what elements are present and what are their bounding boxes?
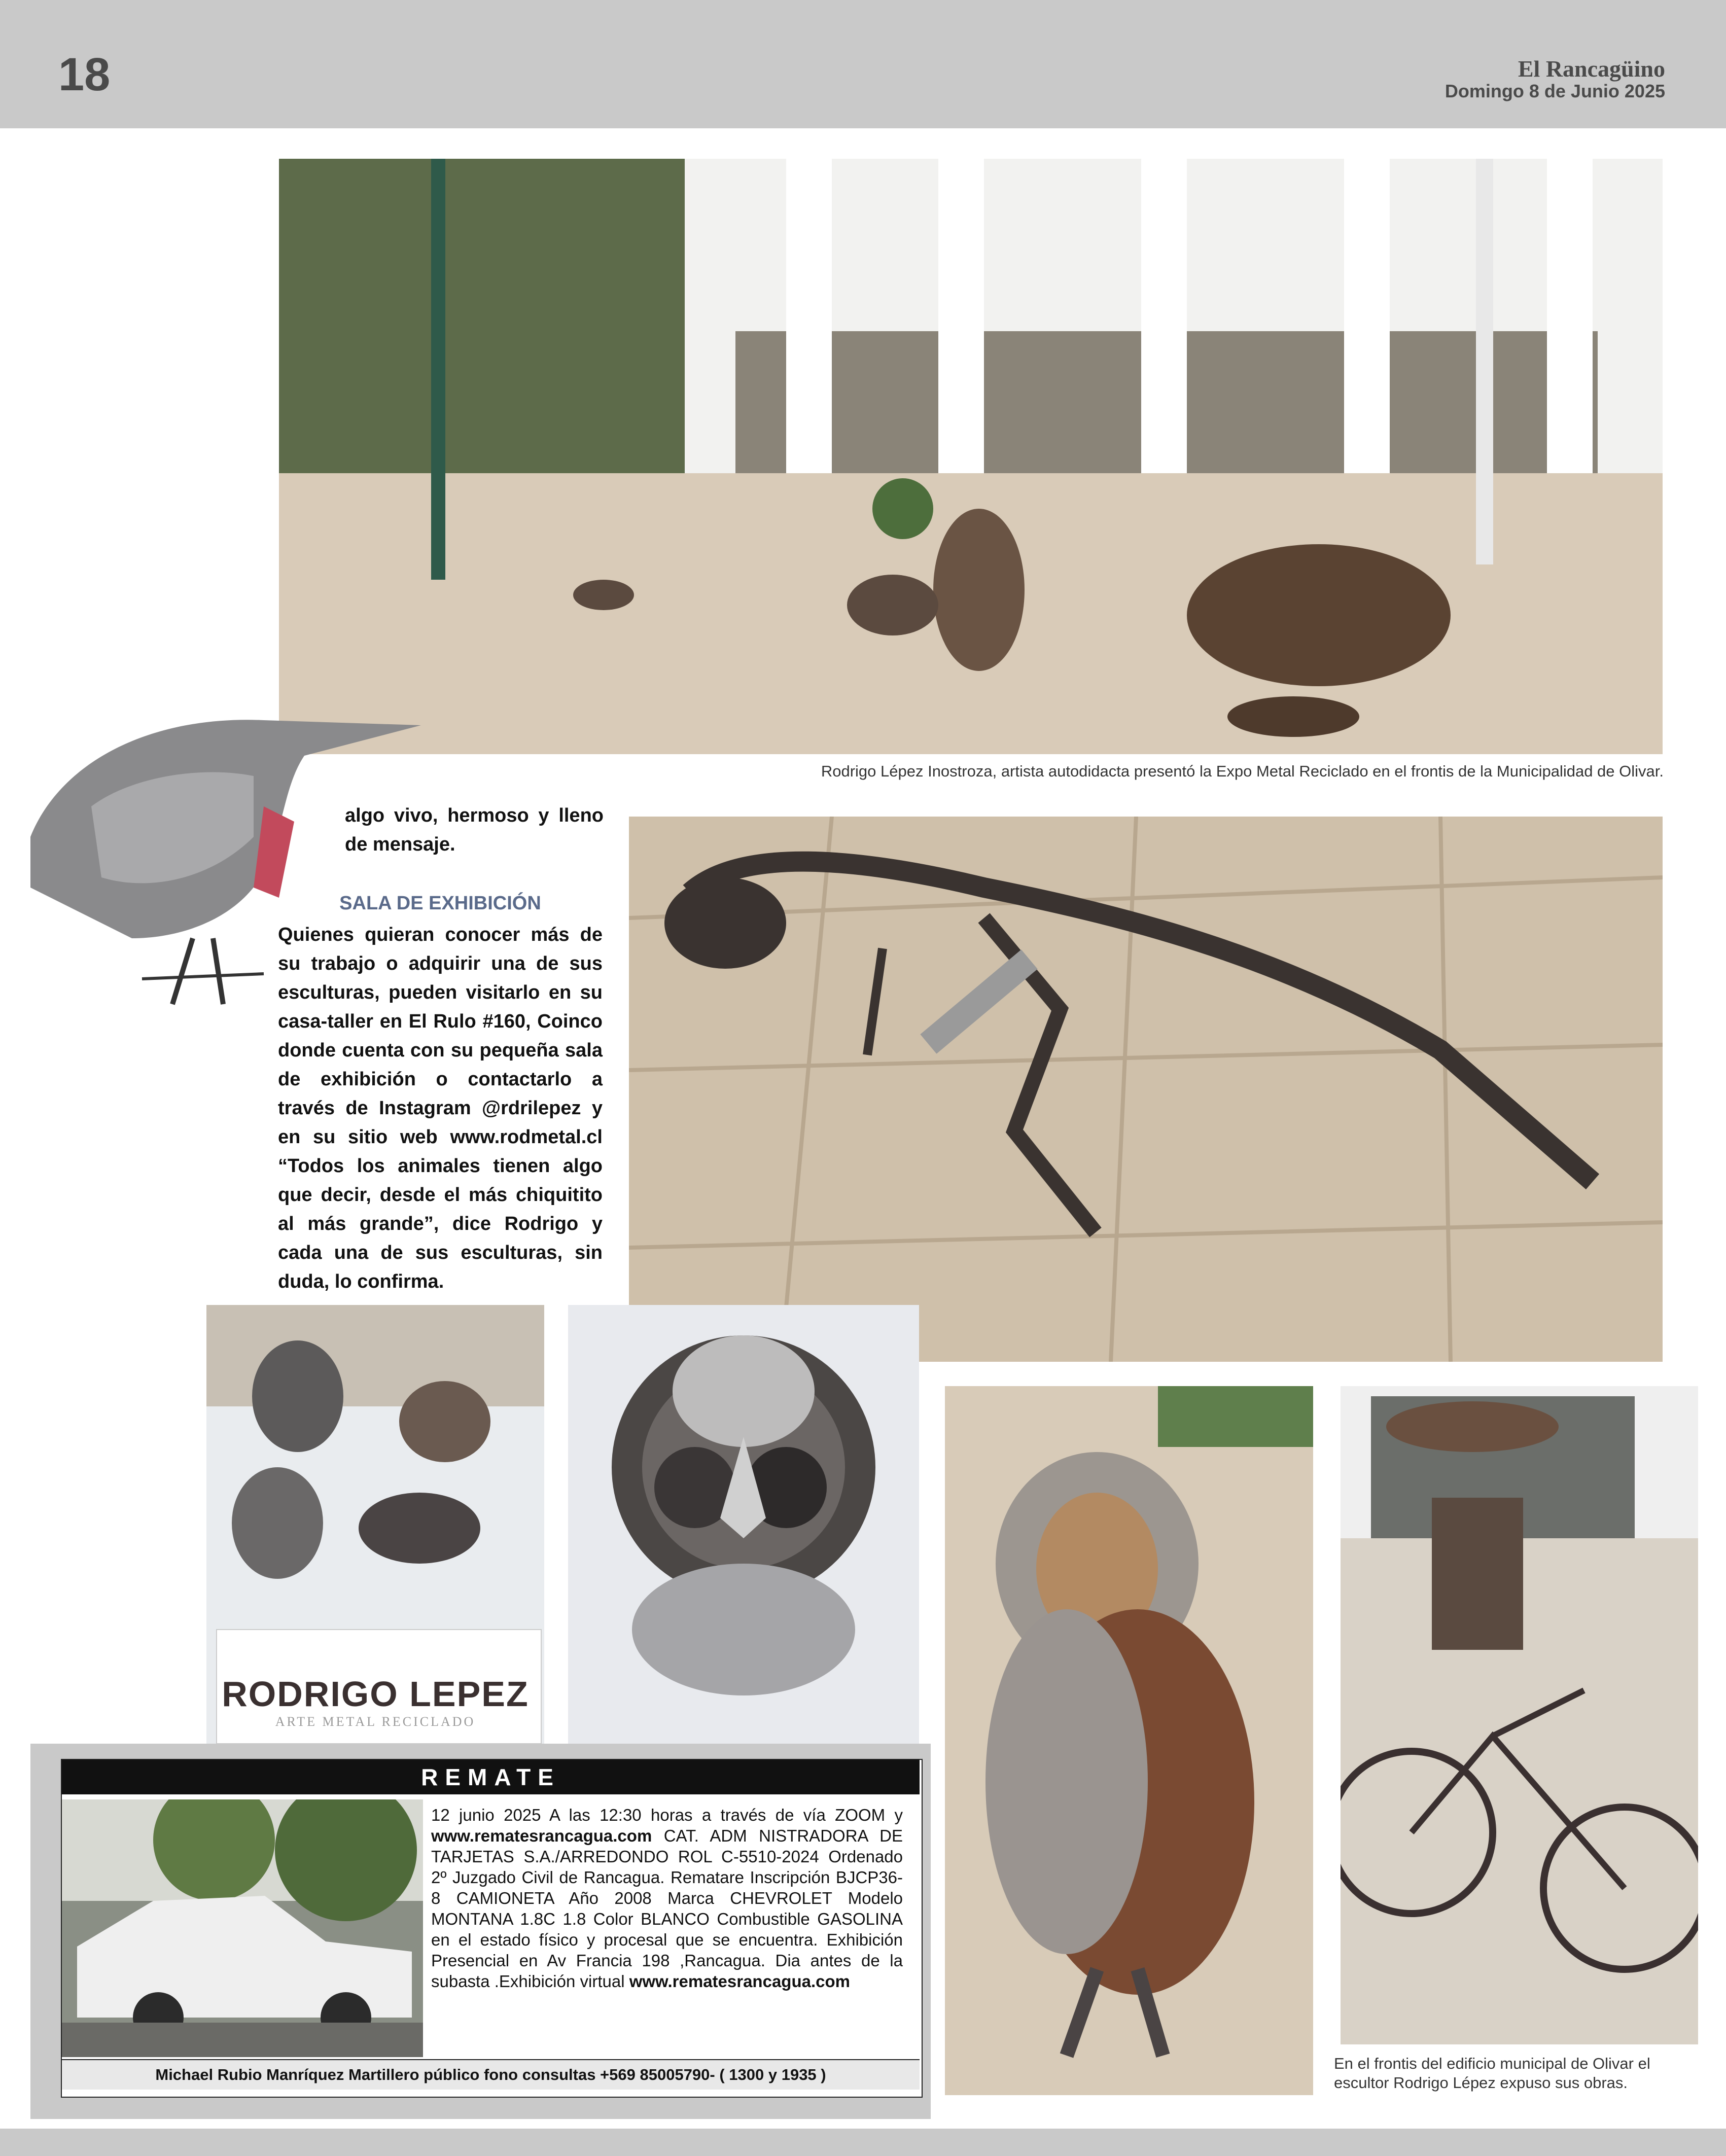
main-photo-expo bbox=[279, 159, 1663, 754]
remate-text bbox=[431, 1805, 903, 1992]
cyclist-sculpture-photo bbox=[1341, 1386, 1698, 2044]
remate-title: REMATE bbox=[62, 1760, 920, 1794]
article-body: Quienes quieran conocer más de su trabajo o adquirir una de sus esculturas, pueden visitarlo en su casa-taller en El Rulo #160, Coinco donde cuenta con su pequeña sala de exhibición o contactarlo a través de Instagram @rdrilepez y en su sitio web www.rodmetal.cl “Todos los animales tienen algo que decir, desde el más chiquitito al más grande”, dice Rodrigo y cada una de sus esculturas, sin duda, lo confirma. bbox=[278, 924, 603, 1292]
main-photo-caption: Rodrigo Lépez Inostroza, artista autodidacta presentó la Expo Metal Reciclado en el frontis de la Municipalidad de Olivar. bbox=[821, 762, 1664, 780]
sign-name: RODRIGO LEPEZ bbox=[222, 1674, 529, 1714]
remate-text-part1: 12 junio 2025 A las 12:30 horas a través de vía ZOOM y bbox=[431, 1806, 903, 1824]
remate-url-1[interactable]: www.rematesrancagua.com bbox=[431, 1826, 652, 1845]
section-heading: SALA DE EXHIBICIÓN bbox=[339, 893, 541, 914]
article-intro: algo vivo, hermoso y lleno de mensaje. bbox=[345, 805, 604, 855]
remate-url-2[interactable]: www.rematesrancagua.com bbox=[629, 1972, 850, 1991]
owl-closeup-photo bbox=[568, 1305, 919, 1744]
page-number: 18 bbox=[58, 49, 111, 100]
remate-footer: Michael Rubio Manríquez Martillero público fono consultas +569 85005790- ( 1300 y 1935 ) bbox=[62, 2059, 920, 2090]
cyclist-photo-caption: En el frontis del edificio municipal de Olivar el escultor Rodrigo Lépez expuso sus obras. bbox=[1334, 2055, 1650, 2092]
remate-text-part2: CAT. ADM NISTRADORA DE TARJETAS S.A./ARREDONDO ROL C-5510-2024 Ordenado 2º Juzgado Civil de Rancagua. Rematare Inscripción BJCP36-8 CAMIONETA Año 2008 Marca CHEVROLET Modelo MONTANA 1.8C 1.8 Color BLANCO Combustible GASOLINA en el estado físico y procesal que se encuentra. Exhibición Presencial en Av Francia 198 ,Rancagua. Dia antes de la subasta .Exhibición virtual bbox=[431, 1826, 903, 1991]
issue-date: Domingo 8 de Junio 2025 bbox=[1445, 81, 1665, 101]
footer-bar bbox=[0, 2129, 1726, 2156]
masthead bbox=[1445, 57, 1665, 101]
barn-owl-sculpture-photo bbox=[945, 1386, 1313, 2095]
sign-subtitle: ARTE METAL RECICLADO bbox=[275, 1714, 476, 1729]
dinosaur-sculpture-photo bbox=[629, 817, 1663, 1362]
name-sign bbox=[218, 1674, 533, 1729]
remate-truck-photo bbox=[62, 1799, 423, 2057]
newspaper-name: El Rancagüino bbox=[1518, 56, 1665, 82]
